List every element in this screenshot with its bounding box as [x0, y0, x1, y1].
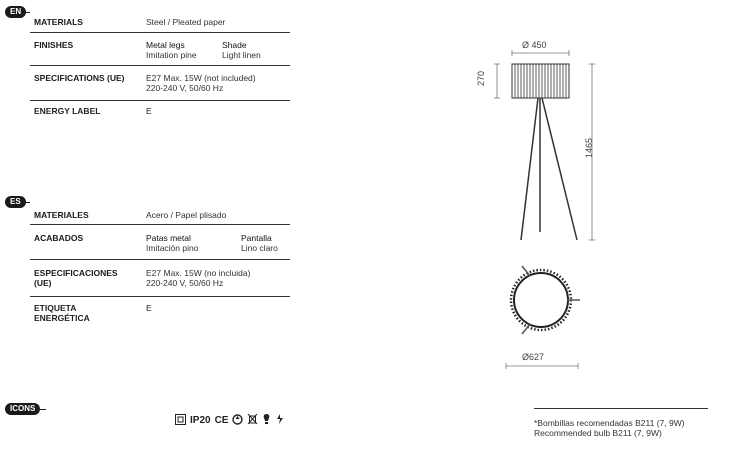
row-label-2: ENERGÉTICA [34, 313, 90, 323]
lamp-shade [512, 64, 569, 98]
footprint-diameter-label: Ø627 [522, 352, 545, 362]
finish-col2-head: Shade [222, 40, 247, 50]
base-top-view [511, 266, 580, 334]
bulb-note-en: Recommended bulb B211 (7, 9W) [534, 428, 662, 438]
row-label: ETIQUETA [34, 303, 77, 313]
row-label: ENERGY LABEL [34, 106, 101, 116]
finish-col2-sub: Light linen [222, 50, 261, 60]
shade-height-label: 270 [476, 70, 486, 86]
row-value: E [146, 106, 152, 116]
shade-diameter-dimension [512, 50, 569, 56]
spec-line1: E27 Max. 15W (no incluida) [146, 268, 251, 278]
row-label: FINISHES [34, 40, 74, 50]
finish-col1-head: Patas metal [146, 233, 191, 243]
note-divider [534, 408, 708, 409]
row-label: ESPECIFICACIONES [34, 268, 118, 278]
shade-diameter-label: Ø 450 [522, 40, 547, 50]
lang-badge-en: EN [5, 6, 26, 18]
tripod-legs [521, 98, 577, 240]
ce-mark: CE [214, 415, 229, 426]
ip-rating: IP20 [190, 415, 211, 426]
finish-col1-sub: Imitación pino [146, 243, 199, 253]
finish-col1-head: Metal legs [146, 40, 185, 50]
lang-badge-es: ES [5, 196, 26, 208]
spec-line1: E27 Max. 15W (not included) [146, 73, 256, 83]
shade-height-dimension [494, 64, 500, 98]
bulb-note-es: *Bombillas recomendadas B211 (7, 9W) [534, 418, 685, 428]
total-height-label: 1465 [584, 137, 594, 158]
row-label-2: (UE) [34, 278, 52, 288]
footprint-diameter-dimension [506, 363, 578, 369]
spec-line2: 220-240 V, 50/60 Hz [146, 83, 224, 93]
row-value: Acero / Papel plisado [146, 210, 227, 220]
row-label: ACABADOS [34, 233, 84, 243]
row-label: MATERIALES [34, 210, 89, 220]
finish-col2-head: Pantalla [241, 233, 272, 243]
row-label: MATERIALS [34, 17, 83, 27]
row-label: SPECIFICATIONS (UE) [34, 73, 125, 83]
spec-line2: 220-240 V, 50/60 Hz [146, 278, 224, 288]
row-value: Steel / Pleated paper [146, 17, 226, 27]
row-value: E [146, 303, 152, 313]
finish-col2-sub: Lino claro [241, 243, 278, 253]
finish-col1-sub: Imitation pine [146, 50, 197, 60]
icons-badge: ICONS [5, 403, 40, 415]
